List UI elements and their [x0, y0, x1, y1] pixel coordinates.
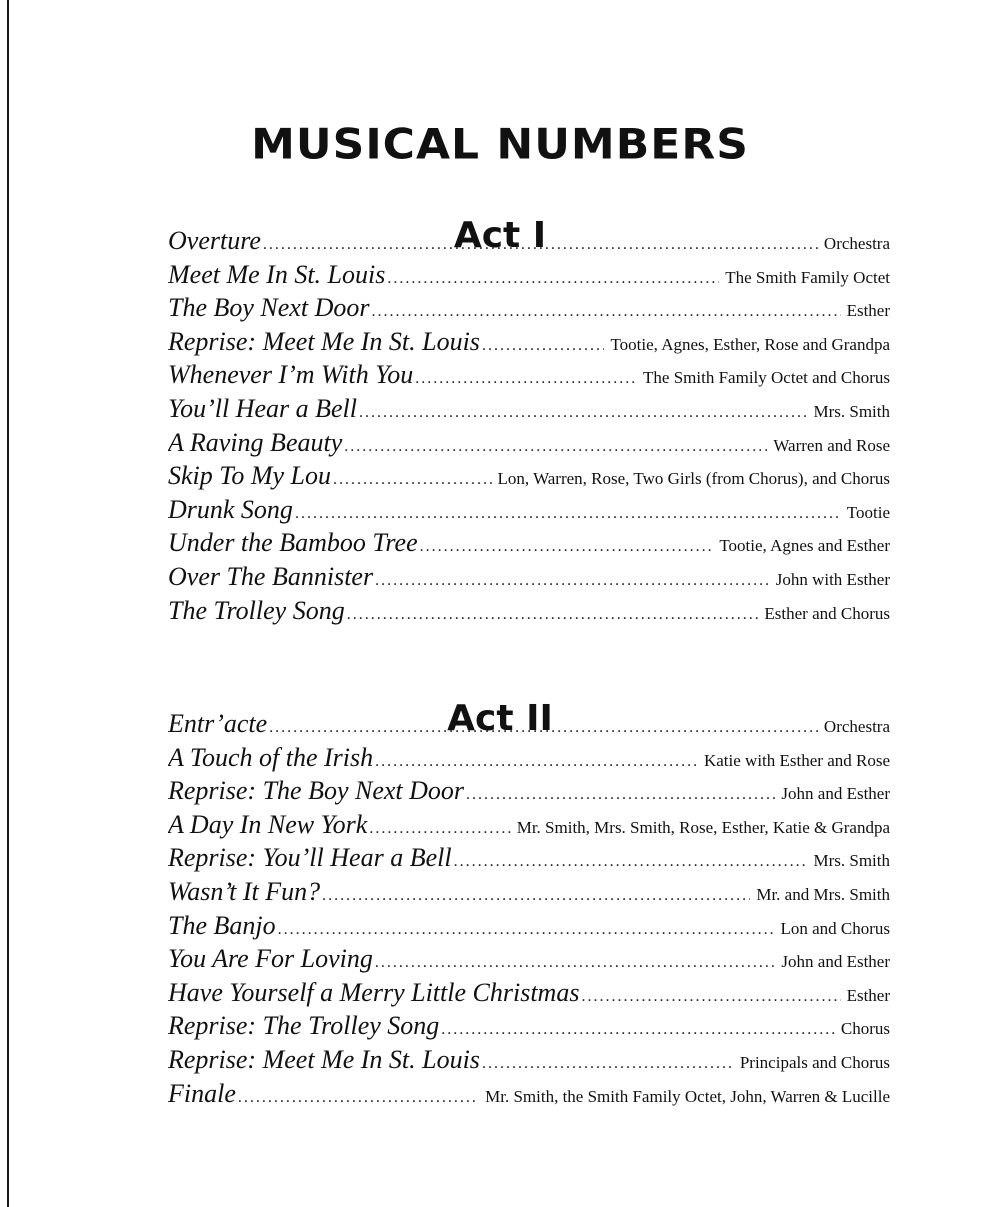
musical-number-row [168, 810, 890, 844]
musical-number-row [168, 1011, 890, 1045]
dot-leader [387, 270, 719, 288]
song-title: Over The Bannister [168, 561, 374, 591]
dot-leader [371, 303, 840, 321]
song-title: You Are For Loving [168, 944, 373, 974]
musical-number-row [168, 226, 890, 260]
dot-leader [581, 988, 840, 1006]
musical-number-row [168, 327, 890, 361]
song-title: Skip To My Lou [168, 461, 331, 491]
dot-leader [375, 753, 698, 771]
song-title: Whenever I’m With You [168, 360, 414, 390]
performers: Tootie, Agnes, Esther, Rose and Grandpa [610, 334, 890, 354]
dot-leader [454, 853, 808, 871]
song-title: Reprise: You’ll Hear a Bell [168, 843, 452, 873]
dot-leader [295, 505, 841, 523]
performers: John with Esther [775, 569, 890, 589]
song-title: Entr’acte [168, 709, 268, 738]
musical-number-row [168, 360, 890, 394]
dot-leader [333, 471, 492, 489]
song-title: The Banjo [168, 910, 276, 940]
performers: Mr. and Mrs. Smith [756, 884, 890, 904]
song-title: The Boy Next Door [168, 293, 370, 323]
song-title: Overture [168, 226, 261, 255]
song-title: A Touch of the Irish [168, 742, 374, 772]
page-title: MUSICAL NUMBERS [251, 120, 749, 170]
dot-leader [269, 719, 818, 737]
dot-leader [482, 337, 605, 355]
song-title: Reprise: The Trolley Song [168, 1011, 440, 1041]
performers: Katie with Esther and Rose [703, 750, 890, 770]
dot-leader [466, 786, 775, 804]
dot-leader [482, 1055, 734, 1073]
musical-number-row [168, 911, 890, 945]
performers: Principals and Chorus [739, 1052, 890, 1072]
performers: Warren and Rose [773, 435, 890, 455]
performers: Lon and Chorus [780, 918, 890, 938]
musical-number-row [168, 1079, 890, 1113]
musical-number-row [168, 944, 890, 978]
song-title: You’ll Hear a Bell [168, 393, 357, 423]
song-title: Finale [168, 1078, 236, 1108]
musical-number-row [168, 596, 890, 630]
musical-number-row [168, 394, 890, 428]
musical-number-row [168, 293, 890, 327]
dot-leader [375, 954, 776, 972]
act-2-song-list [168, 709, 890, 1112]
song-title: Reprise: Meet Me In St. Louis [168, 1044, 480, 1074]
page-edge-rule [7, 0, 9, 1207]
performers: Mrs. Smith [813, 851, 890, 871]
musical-number-row [168, 709, 890, 743]
musical-number-row [168, 495, 890, 529]
performers: Chorus [840, 1019, 890, 1039]
song-title: Meet Me In St. Louis [168, 259, 386, 289]
performers: Mr. Smith, the Smith Family Octet, John, Warren & Lucille [485, 1086, 890, 1106]
musical-number-row [168, 562, 890, 596]
performers: Tootie [846, 502, 890, 522]
performers: Orchestra [823, 234, 890, 253]
dot-leader [263, 236, 818, 254]
performers: Orchestra [823, 717, 890, 736]
dot-leader [420, 538, 714, 556]
dot-leader [278, 921, 775, 939]
song-title: Have Yourself a Merry Little Christmas [168, 977, 580, 1007]
musical-number-row [168, 978, 890, 1012]
song-title: Reprise: Meet Me In St. Louis [168, 326, 480, 356]
act-1-heading: Act I [453, 214, 547, 256]
performers: The Smith Family Octet and Chorus [643, 368, 890, 388]
song-title: The Trolley Song [168, 595, 345, 625]
song-title: Wasn’t It Fun? [168, 876, 321, 906]
song-title: Drunk Song [168, 494, 293, 524]
performers: Mrs. Smith [813, 401, 890, 421]
dot-leader [322, 887, 750, 905]
dot-leader [441, 1021, 835, 1039]
performers: Mr. Smith, Mrs. Smith, Rose, Esther, Katie & Grandpa [516, 817, 890, 837]
musical-number-row [168, 428, 890, 462]
musical-number-row [168, 776, 890, 810]
musical-number-row [168, 843, 890, 877]
performers: John and Esther [781, 952, 890, 972]
dot-leader [344, 438, 767, 456]
dot-leader [238, 1089, 479, 1107]
dot-leader [359, 404, 807, 422]
performers: Esther [846, 985, 890, 1005]
performers: Tootie, Agnes and Esther [719, 536, 890, 556]
dot-leader [369, 820, 510, 838]
dot-leader [375, 572, 770, 590]
song-title: A Day In New York [168, 809, 368, 839]
song-title: A Raving Beauty [168, 427, 343, 457]
dot-leader [347, 606, 759, 624]
performers: Esther [846, 301, 890, 321]
song-title: Under the Bamboo Tree [168, 528, 418, 558]
performers: John and Esther [781, 784, 890, 804]
musical-number-row [168, 743, 890, 777]
performers: The Smith Family Octet [725, 267, 890, 287]
musical-number-row [168, 528, 890, 562]
dot-leader [415, 370, 637, 388]
performers: Esther and Chorus [764, 603, 890, 623]
act-2-heading: Act II [447, 697, 553, 739]
musical-number-row [168, 461, 890, 495]
act-1-song-list [168, 226, 890, 629]
musical-number-row [168, 877, 890, 911]
musical-number-row [168, 1045, 890, 1079]
musical-number-row [168, 260, 890, 294]
song-title: Reprise: The Boy Next Door [168, 776, 465, 806]
performers: Lon, Warren, Rose, Two Girls (from Chorus), and Chorus [497, 469, 890, 489]
